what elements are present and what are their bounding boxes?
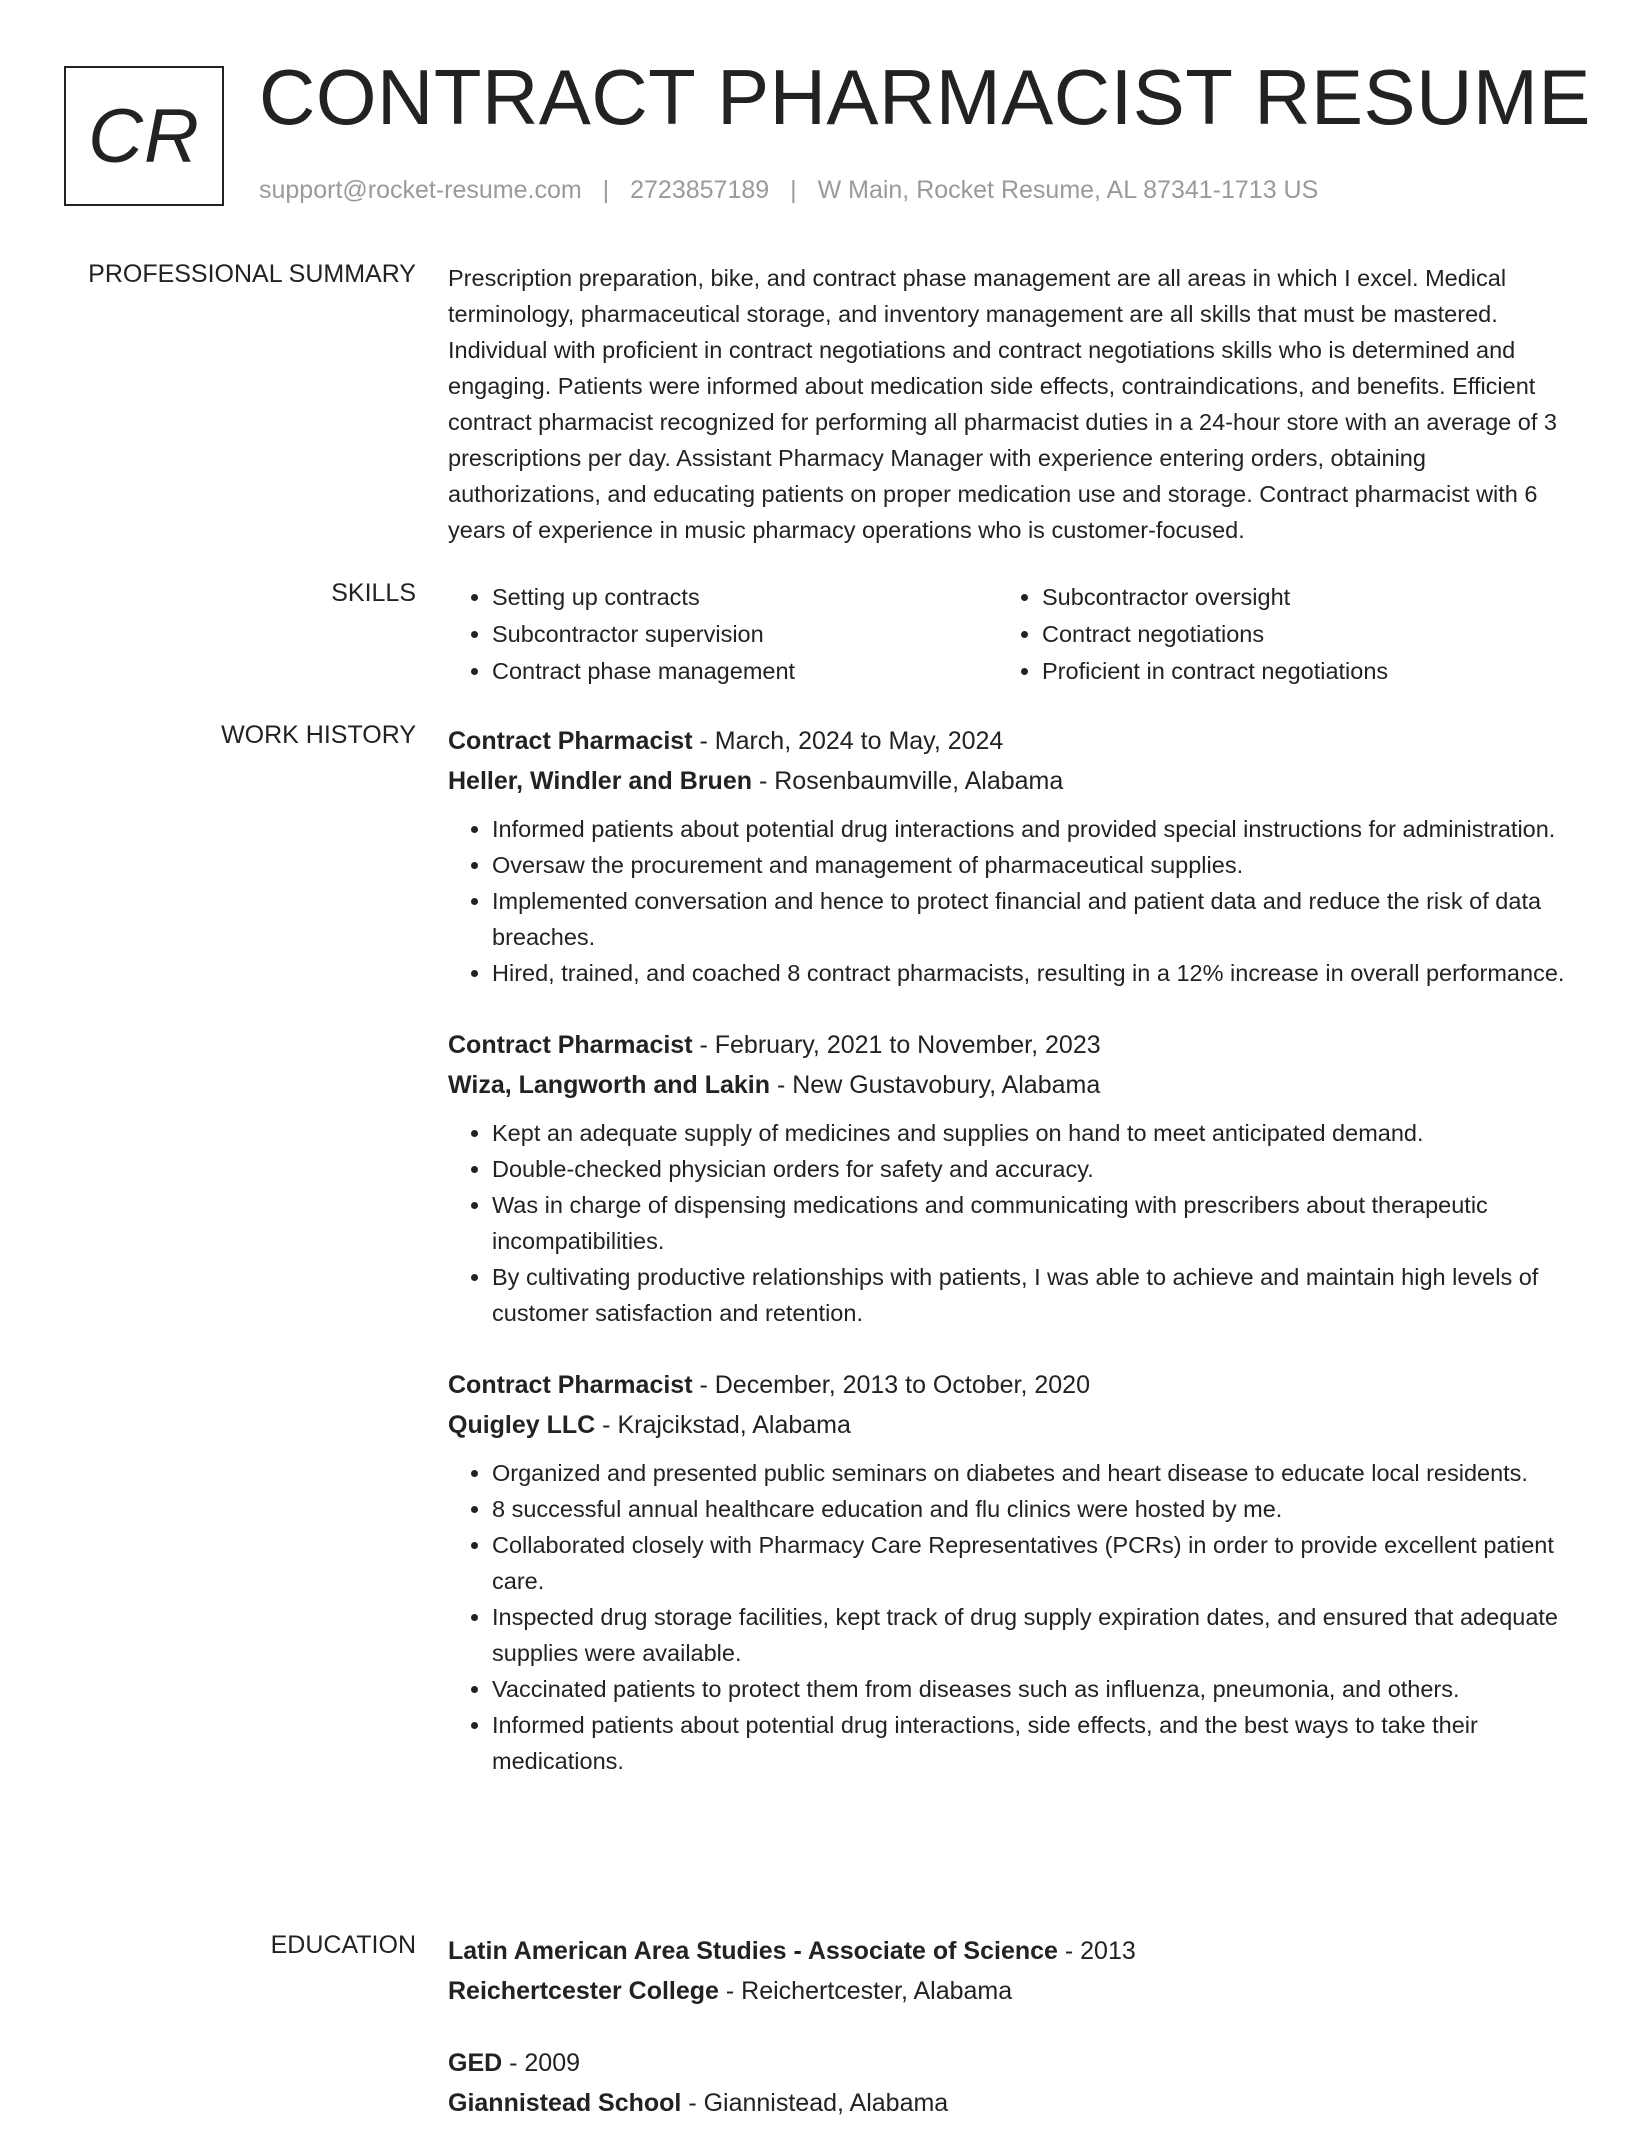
job-entry [448, 1025, 1568, 1331]
summary-heading: PROFESSIONAL SUMMARY [88, 260, 416, 288]
contact-separator: | [790, 176, 797, 204]
job-bullet: • Kept an adequate supply of medicines and supplies on hand to meet anticipated demand. [492, 1115, 1568, 1151]
job-dates: - February, 2021 to November, 2023 [692, 1031, 1101, 1059]
monogram-initials: CR [88, 93, 200, 179]
job-bullet: • Organized and presented public seminars on diabetes and heart disease to educate local residents. [492, 1455, 1568, 1491]
job-entry [448, 721, 1568, 991]
skill-item: • Setting up contracts [492, 579, 998, 616]
skills-list-left [448, 579, 998, 690]
education-location: - Giannistead, Alabama [681, 2089, 949, 2117]
education-year: - 2013 [1057, 1937, 1136, 1965]
job-title: Contract Pharmacist [448, 1371, 693, 1399]
contact-separator: | [602, 176, 610, 204]
job-bullets [448, 1115, 1568, 1331]
education-year: - 2009 [502, 2049, 581, 2077]
skills-heading: SKILLS [331, 579, 416, 607]
education-degree-line [448, 1931, 1568, 1971]
education-school-line [448, 1971, 1568, 2011]
job-bullet: • By cultivating productive relationships with patients, I was able to achieve and maintain high levels of customer satisfaction and retention. [492, 1259, 1568, 1331]
job-title-line [448, 721, 1568, 761]
education-school: Giannistead School [448, 2089, 682, 2117]
skill-item: • Contract phase management [492, 653, 998, 690]
job-company: Quigley LLC [448, 1411, 596, 1439]
education-degree: GED [448, 2049, 503, 2077]
skill-item: • Subcontractor supervision [492, 616, 998, 653]
work-history-heading: WORK HISTORY [221, 721, 416, 749]
education-entry [448, 2043, 1568, 2123]
education-degree: Latin American Area Studies - Associate of Science [448, 1937, 1058, 1965]
skill-item: • Proficient in contract negotiations [1042, 653, 1548, 690]
job-company-line [448, 761, 1568, 801]
job-bullet: • Collaborated closely with Pharmacy Care Representatives (PCRs) in order to provide excellent patient care. [492, 1527, 1568, 1599]
job-bullet: • Hired, trained, and coached 8 contract pharmacists, resulting in a 12% increase in overall performance. [492, 955, 1568, 991]
job-bullet: • Implemented conversation and hence to protect financial and patient data and reduce the risk of data breaches. [492, 883, 1568, 955]
job-location: - New Gustavobury, Alabama [770, 1071, 1101, 1099]
job-title-line [448, 1365, 1568, 1405]
job-title: Contract Pharmacist [448, 727, 693, 755]
job-bullet: • Informed patients about potential drug interactions and provided special instructions for administration. [492, 811, 1568, 847]
job-bullet: • Inspected drug storage facilities, kept track of drug supply expiration dates, and ensured that adequate supplies were available. [492, 1599, 1568, 1671]
job-bullet: • Double-checked physician orders for safety and accuracy. [492, 1151, 1568, 1187]
education-school: Reichertcester College [448, 1977, 719, 2005]
job-bullet: • Vaccinated patients to protect them from diseases such as influenza, pneumonia, and others. [492, 1671, 1568, 1707]
page-title: CONTRACT PHARMACIST RESUME [259, 53, 1591, 141]
job-dates: - March, 2024 to May, 2024 [692, 727, 1004, 755]
job-bullet: • 8 successful annual healthcare education and flu clinics were hosted by me. [492, 1491, 1568, 1527]
job-location: - Krajcikstad, Alabama [595, 1411, 851, 1439]
job-bullets [448, 811, 1568, 991]
job-title: Contract Pharmacist [448, 1031, 693, 1059]
job-company-line [448, 1405, 1568, 1445]
job-bullet: • Oversaw the procurement and management of pharmaceutical supplies. [492, 847, 1568, 883]
job-company-line [448, 1065, 1568, 1105]
monogram-logo [64, 66, 224, 206]
education-school-line [448, 2083, 1568, 2123]
education-entry [448, 1931, 1568, 2011]
job-title-line [448, 1025, 1568, 1065]
job-entry [448, 1365, 1568, 1779]
education-location: - Reichertcester, Alabama [718, 1977, 1013, 2005]
contact-email[interactable]: support@rocket-resume.com [259, 176, 582, 204]
contact-address: W Main, Rocket Resume, AL 87341-1713 US [817, 176, 1319, 204]
job-company: Wiza, Langworth and Lakin [448, 1071, 771, 1099]
education-heading: EDUCATION [270, 1931, 416, 1959]
job-company: Heller, Windler and Bruen [448, 767, 753, 795]
contact-phone[interactable]: 2723857189 [630, 176, 770, 204]
job-bullets [448, 1455, 1568, 1779]
job-dates: - December, 2013 to October, 2020 [692, 1371, 1090, 1399]
contact-line [259, 176, 1318, 205]
summary-text: Prescription preparation, bike, and contract phase management are all areas in which I excel. Medical terminology, pharmaceutical storage, and inventory management are all skills that must be mastered. Individual with proficient in contract negotiations and contract negotiations skills who is determined and engaging. Patients were informed about medication side effects, contraindications, and benefits. Efficient contract pharmacist recognized for performing all pharmacist duties in a 24-hour store with an average of 3 prescriptions per day. Assistant Pharmacy Manager with experience entering orders, obtaining authorizations, and educating patients on proper medication use and storage. Contract pharmacist with 6 years of experience in music pharmacy operations who is customer-focused. [448, 265, 1557, 543]
skill-item: • Contract negotiations [1042, 616, 1548, 653]
job-bullet: • Was in charge of dispensing medications and communicating with prescribers about therapeutic incompatibilities. [492, 1187, 1568, 1259]
job-location: - Rosenbaumville, Alabama [752, 767, 1064, 795]
skills-list-right [998, 579, 1548, 690]
education-degree-line [448, 2043, 1568, 2083]
skill-item: • Subcontractor oversight [1042, 579, 1548, 616]
job-bullet: • Informed patients about potential drug interactions, side effects, and the best ways to take their medications. [492, 1707, 1568, 1779]
